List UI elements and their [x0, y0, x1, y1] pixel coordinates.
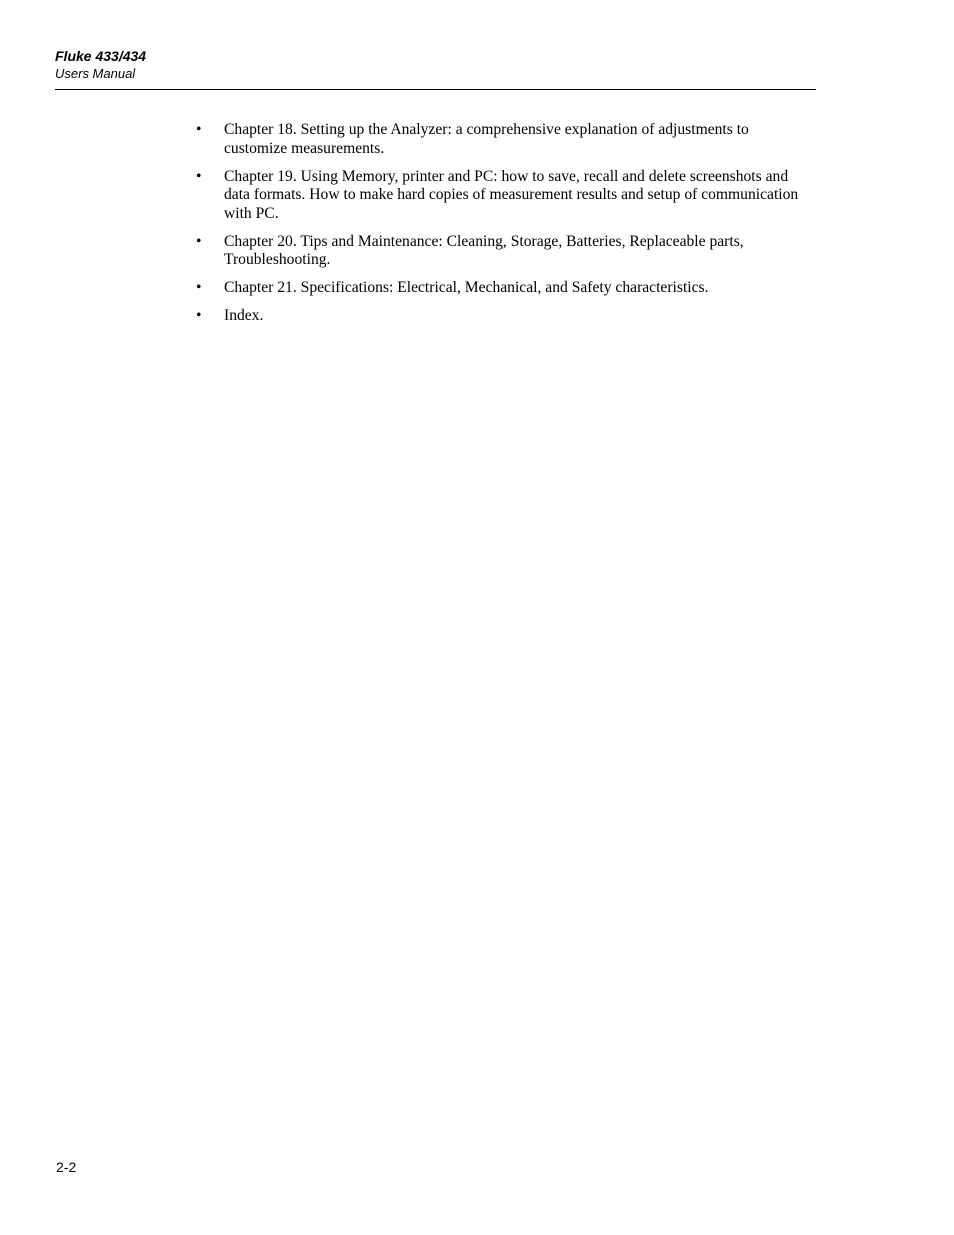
list-item-text: Index.: [224, 307, 264, 324]
bullet-icon: •: [196, 121, 202, 138]
list-item-text: Chapter 20. Tips and Maintenance: Cleaning, Storage, Batteries, Replaceable parts, Troubleshooting.: [224, 232, 744, 268]
list-item: [196, 307, 806, 326]
manual-title: Fluke 433/434: [55, 48, 147, 64]
chapter-list-section: [196, 121, 806, 335]
page-number: 2-2: [56, 1159, 77, 1175]
list-item-text: Chapter 21. Specifications: Electrical, Mechanical, and Safety characteristics.: [224, 279, 709, 296]
list-item-text: Chapter 18. Setting up the Analyzer: a comprehensive explanation of adjustments to customize measurements.: [224, 121, 749, 157]
page-header: [55, 47, 816, 83]
list-item: [196, 279, 806, 298]
header-divider: [55, 89, 816, 90]
list-item: [196, 121, 806, 158]
bullet-icon: •: [196, 167, 202, 185]
chapter-bullet-list: [196, 121, 806, 326]
list-item-text: Chapter 19. Using Memory, printer and PC: how to save, recall and delete screenshots and data formats. How to make hard copies of measurement results and setup of communication with PC.: [224, 167, 799, 222]
bullet-icon: •: [196, 307, 202, 324]
manual-subtitle: Users Manual: [55, 66, 136, 81]
bullet-icon: •: [196, 279, 202, 296]
list-item: [196, 168, 806, 224]
bullet-icon: •: [196, 232, 202, 250]
list-item: [196, 233, 806, 270]
